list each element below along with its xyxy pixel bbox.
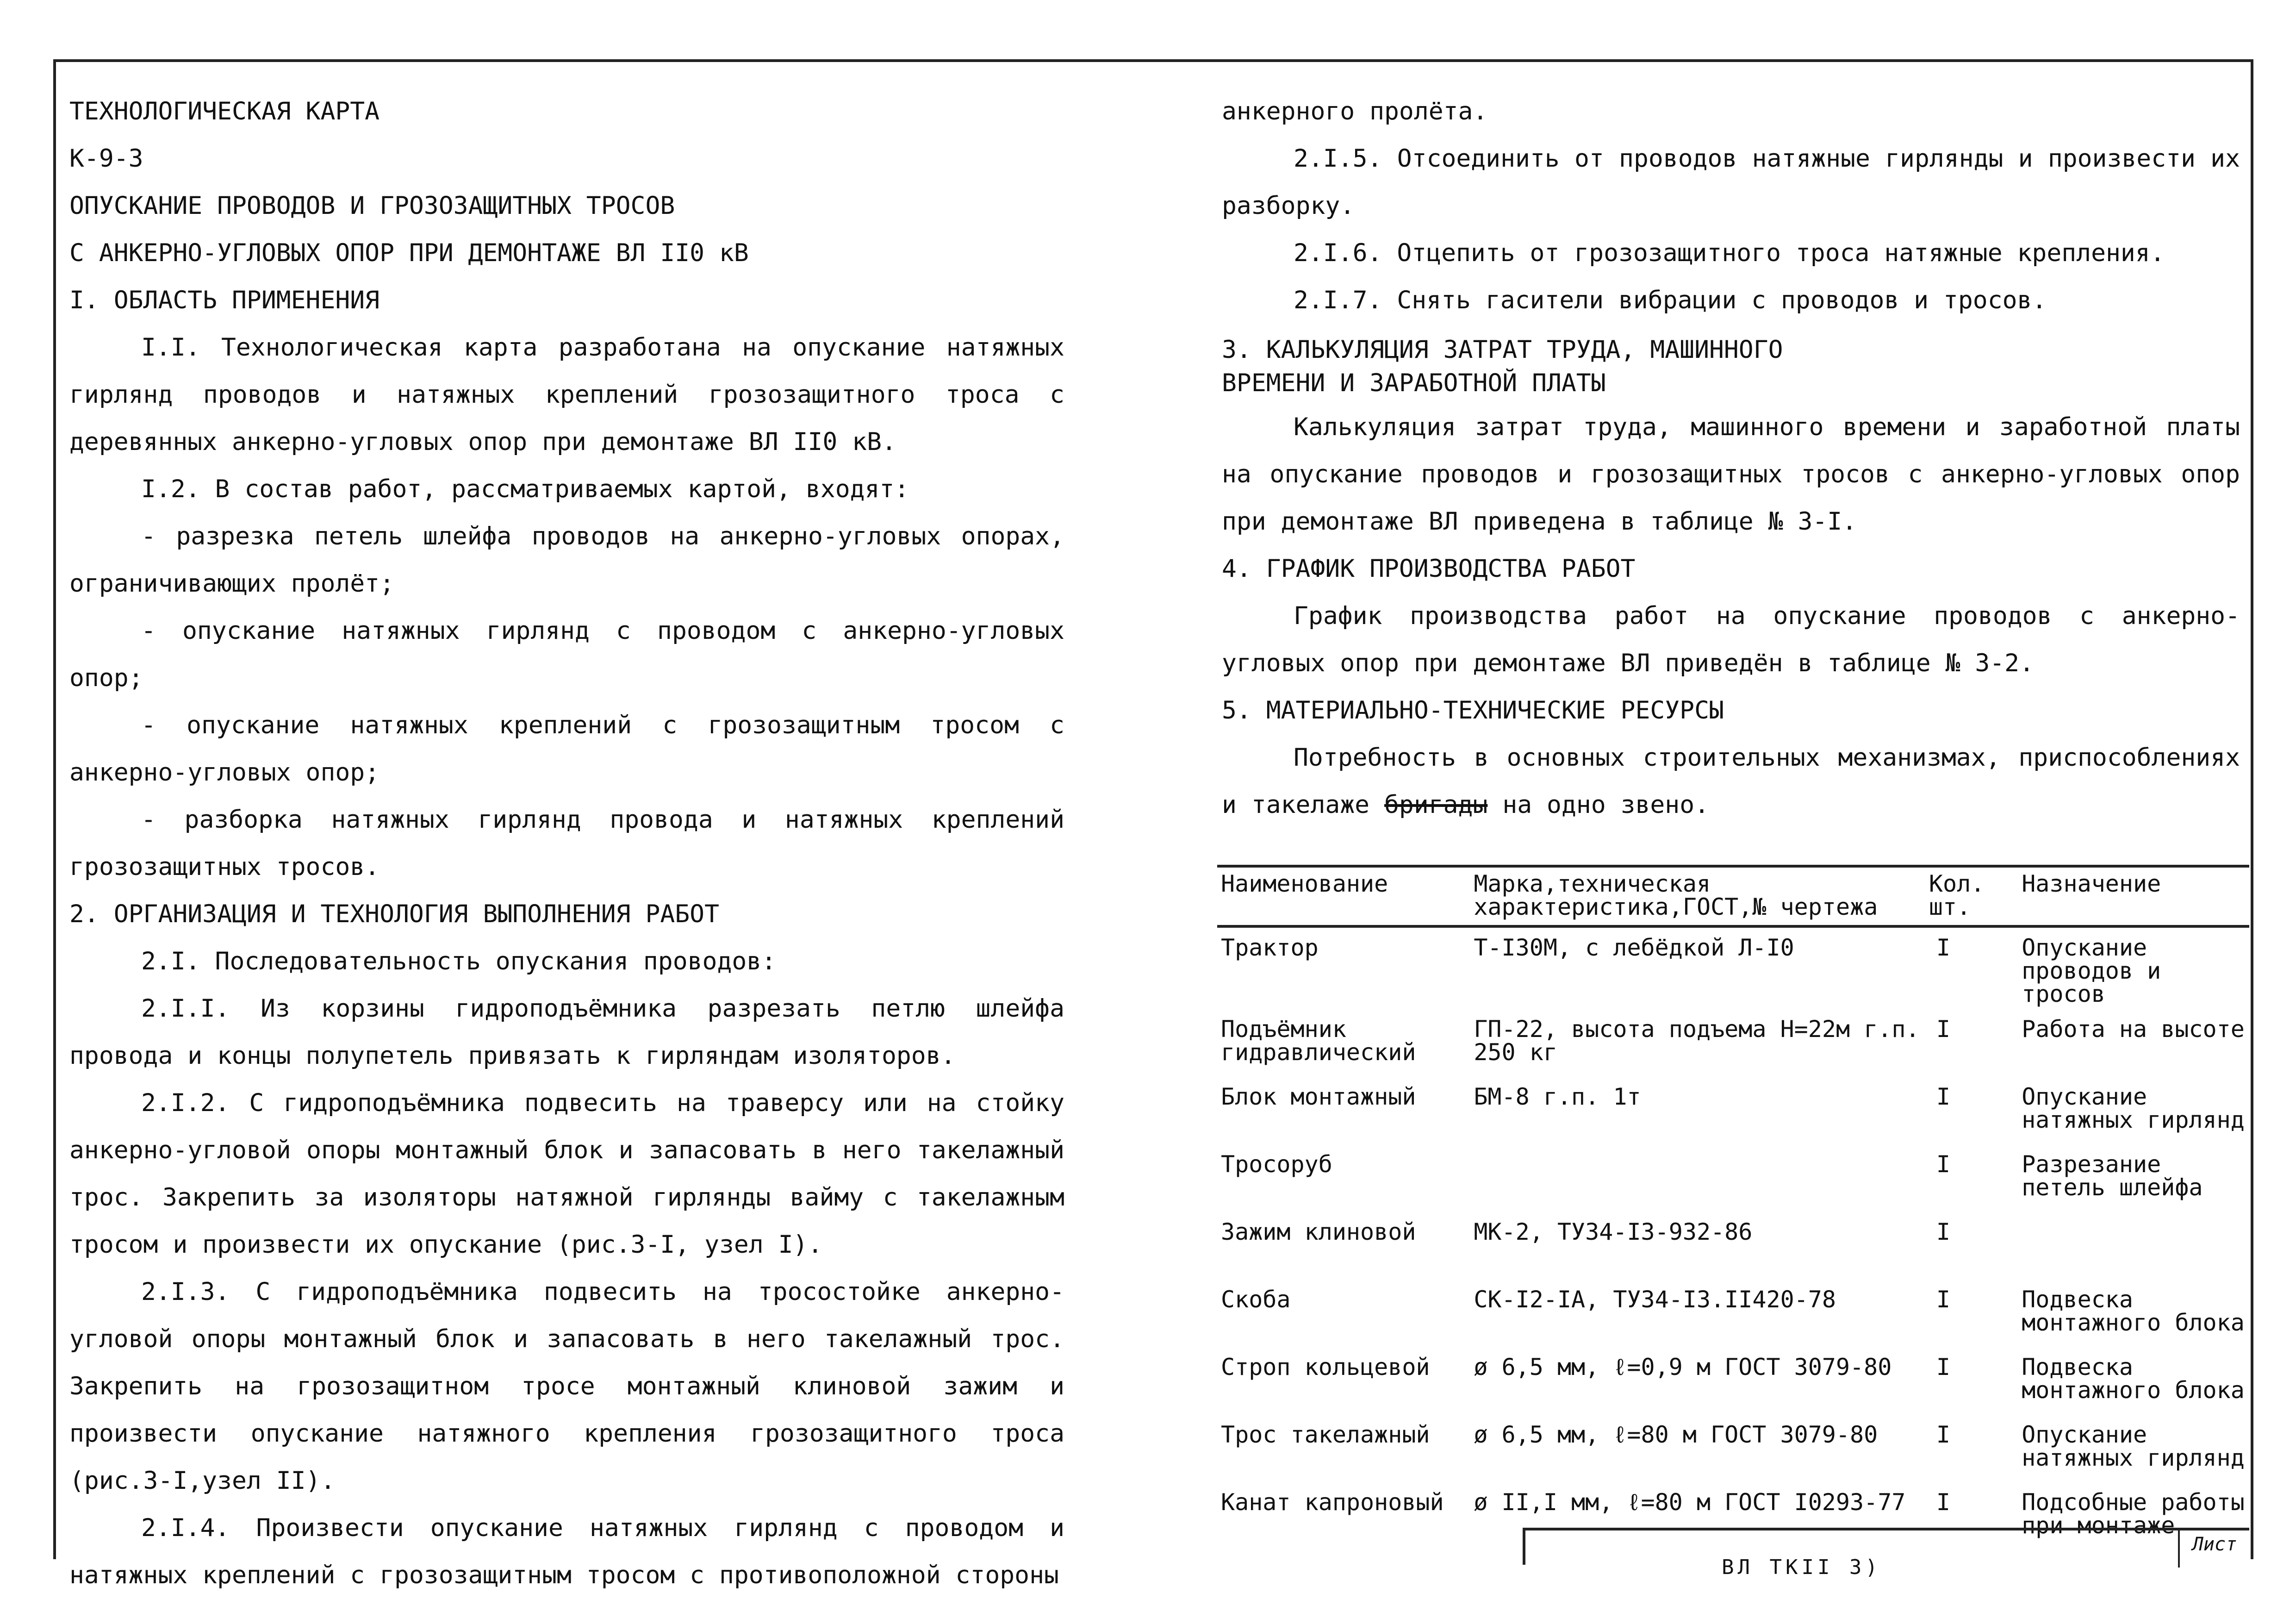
paragraph: I.I. Технологическая карта разработана на опускание натяжных гирлянд проводов и натяжных креплений грозозащитного троса с деревянных анкерно-угловых опор при демонтаже ВЛ II0 кВ.: [69, 333, 1064, 456]
table-cell: СК-I2-IА, ТУ34-I3.II420-78: [1474, 1286, 1836, 1313]
paragraph: [1222, 734, 2240, 829]
table-cell: Опускание проводов и тросов: [2022, 934, 2161, 1007]
table-row: [1217, 1212, 2249, 1280]
paragraph-continuation: анкерного пролёта.: [1222, 97, 1488, 125]
struck-word: бригады: [1384, 791, 1488, 819]
column-header: Кол. шт.: [1929, 870, 1985, 920]
table-cell: Подвеска монтажного блока: [2022, 1286, 2245, 1336]
paragraph: 2.I.5. Отсоединить от проводов натяжные гирлянды и произвести их разборку.: [1222, 144, 2240, 220]
section-3-heading-line-1: 3. КАЛЬКУЛЯЦИЯ ЗАТРАТ ТРУДА, МАШИННОГО: [1222, 336, 1783, 364]
resources-table: [1217, 865, 2249, 1550]
card-number: К-9-3: [69, 144, 143, 173]
table-cell: [2018, 1212, 2249, 1280]
table-cell: Работа на высоте: [2022, 1016, 2245, 1043]
table-cell: ø II,I мм, ℓ=80 м ГОСТ I0293-77: [1474, 1489, 1906, 1516]
table-cell: Тросоруб: [1221, 1151, 1332, 1178]
list-item: - опускание натяжных гирлянд с проводом с анкерно-угловых опор;: [69, 617, 1064, 692]
paragraph-text: Потребность в основных строительных механизмах, приспособлениях и такелаже: [1222, 743, 2240, 819]
list-item: - разрезка петель шлейфа проводов на анкерно-угловых опорах, ограничивающих пролёт;: [69, 522, 1064, 598]
table-row: [1217, 1144, 2249, 1212]
section-1-heading: I. ОБЛАСТЬ ПРИМЕНЕНИЯ: [69, 286, 380, 314]
paragraph: 2.I.4. Произвести опускание натяжных гирлянд с проводом и натяжных креплений с грозозащитным тросом с противоположной стороны: [69, 1514, 1064, 1589]
table-cell: МК-2, ТУ34-I3-932-86: [1474, 1218, 1753, 1245]
column-header: Назначение: [2022, 870, 2161, 897]
table-cell: I: [1936, 1286, 1950, 1313]
paragraph: Калькуляция затрат труда, машинного времени и заработной платы на опускание проводов и грозозащитных тросов с анкерно-угловых опор при демонтаже ВЛ приведена в таблице № 3-I.: [1222, 413, 2240, 536]
column-header: Марка,техническая характеристика,ГОСТ,№ чертежа: [1474, 870, 1878, 920]
table-cell: I: [1936, 1083, 1950, 1110]
paragraph: 2.I.I. Из корзины гидроподъёмника разрезать петлю шлейфа провода и концы полупетель привязать к гирляндам изоляторов.: [69, 994, 1064, 1070]
paragraph: I.2. В состав работ, рассматриваемых картой, входят:: [141, 475, 909, 503]
column-header: Наименование: [1221, 870, 1388, 897]
doc-subtitle-2: С АНКЕРНО-УГЛОВЫХ ОПОР ПРИ ДЕМОНТАЖЕ ВЛ II0 кВ: [69, 239, 749, 267]
table-row: [1217, 1280, 2249, 1347]
table-cell: I: [1936, 934, 1950, 961]
table-cell: Блок монтажный: [1221, 1083, 1416, 1110]
table-cell: Подъёмник гидравлический: [1221, 1016, 1416, 1066]
table-row: [1217, 1009, 2249, 1077]
table-cell: БМ-8 г.п. 1т: [1474, 1083, 1641, 1110]
paragraph: 2.I.7. Снять гасители вибрации с проводов и тросов.: [1294, 286, 2047, 314]
table-cell: [1470, 1144, 1925, 1212]
table-header-row: [1217, 866, 2249, 926]
doc-title: ТЕХНОЛОГИЧЕСКАЯ КАРТА: [69, 97, 380, 125]
section-3-heading-line-2: ВРЕМЕНИ И ЗАРАБОТНОЙ ПЛАТЫ: [1222, 369, 1606, 397]
paragraph: 2.I.2. С гидроподъёмника подвесить на траверсу или на стойку анкерно-угловой опоры монтажный блок и запасовать в него такелажный трос. Закрепить за изоляторы натяжной гирлянды вайму с такелажным тросом и произвести их опускание (рис.3-I, узел I).: [69, 1089, 1064, 1259]
left-column: [69, 88, 1064, 1599]
table-cell: Опускание натяжных гирлянд: [2022, 1083, 2245, 1133]
table-row: [1217, 926, 2249, 1009]
table-cell: Подвеска монтажного блока: [2022, 1354, 2245, 1404]
paragraph: 2.I.3. С гидроподъёмника подвесить на тросостойке анкерно-угловой опоры монтажный блок и запасовать в него такелажный трос. Закрепить на грозозащитном тросе монтажный клиновой зажим и произвести опускание натяжного крепления грозозащитного троса (рис.3-I,узел II).: [69, 1278, 1064, 1495]
table-cell: Скоба: [1221, 1286, 1291, 1313]
doc-subtitle-1: ОПУСКАНИЕ ПРОВОДОВ И ГРОЗОЗАЩИТНЫХ ТРОСОВ: [69, 192, 675, 220]
table-cell: Трактор: [1221, 934, 1319, 961]
section-5-heading: 5. МАТЕРИАЛЬНО-ТЕХНИЧЕСКИЕ РЕСУРСЫ: [1222, 696, 1724, 725]
paragraph: 2.I.6. Отцепить от грозозащитного троса натяжные крепления.: [1294, 239, 2165, 267]
list-item: - опускание натяжных креплений с грозозащитным тросом с анкерно-угловых опор;: [69, 711, 1064, 787]
table-cell: Подсобные работы при монтаже: [2022, 1489, 2245, 1539]
table-cell: I: [1936, 1218, 1950, 1245]
table-cell: Разрезание петель шлейфа: [2022, 1151, 2203, 1201]
sheet-label: Лист: [2178, 1530, 2249, 1568]
table-cell: I: [1936, 1489, 1950, 1516]
title-block-stamp: [1523, 1528, 2249, 1565]
list-item: - разборка натяжных гирлянд провода и натяжных креплений грозозащитных тросов.: [69, 806, 1064, 881]
table-cell: I: [1936, 1421, 1950, 1448]
document-code: ВЛ ТКII 3): [1722, 1555, 1881, 1579]
table-row: [1217, 1347, 2249, 1415]
table-cell: I: [1936, 1151, 1950, 1178]
table-cell: I: [1936, 1016, 1950, 1043]
table-row: [1217, 1415, 2249, 1482]
table-cell: Опускание натяжных гирлянд: [2022, 1421, 2245, 1471]
paragraph-text: на одно звено.: [1502, 791, 1710, 819]
table-row: [1217, 1077, 2249, 1144]
right-column: [1222, 88, 2240, 829]
paragraph: 2.I. Последовательность опускания проводов:: [141, 947, 777, 975]
section-4-heading: 4. ГРАФИК ПРОИЗВОДСТВА РАБОТ: [1222, 555, 1636, 583]
paragraph: График производства работ на опускание проводов с анкерно-угловых опор при демонтаже ВЛ приведён в таблице № 3-2.: [1222, 602, 2240, 677]
table-cell: Строп кольцевой: [1221, 1354, 1430, 1380]
table-cell: Канат капроновый: [1221, 1489, 1444, 1516]
table-cell: ø 6,5 мм, ℓ=80 м ГОСТ 3079-80: [1474, 1421, 1878, 1448]
table-cell: Трос такелажный: [1221, 1421, 1430, 1448]
table-cell: Т-I30М, с лебёдкой Л-I0: [1474, 934, 1794, 961]
table-cell: ГП-22, высота подъема Н=22м г.п. 250 кг: [1474, 1016, 1920, 1066]
table-cell: ø 6,5 мм, ℓ=0,9 м ГОСТ 3079-80: [1474, 1354, 1892, 1380]
table-cell: Зажим клиновой: [1221, 1218, 1416, 1245]
section-2-heading: 2. ОРГАНИЗАЦИЯ И ТЕХНОЛОГИЯ ВЫПОЛНЕНИЯ РАБОТ: [69, 900, 719, 928]
table-cell: I: [1936, 1354, 1950, 1380]
